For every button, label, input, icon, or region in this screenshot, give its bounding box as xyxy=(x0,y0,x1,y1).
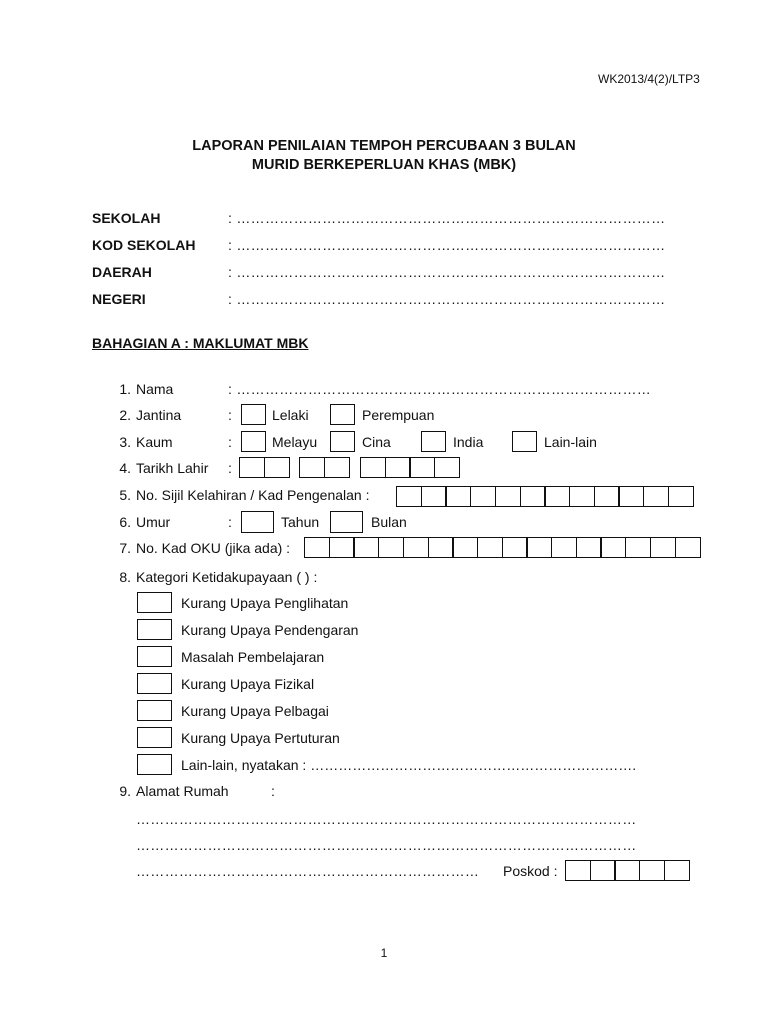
colon: : xyxy=(228,460,232,476)
cina-label: Cina xyxy=(362,434,391,450)
section-a-heading: BAHAGIAN A : MAKLUMAT MBK xyxy=(92,335,309,351)
kad-oku-label: No. Kad OKU (jika ada) : xyxy=(136,540,291,556)
digit-box[interactable] xyxy=(565,860,591,881)
umur-label: Umur xyxy=(136,514,171,530)
digit-box[interactable] xyxy=(434,457,460,478)
colon: : xyxy=(228,514,232,530)
penglihatan-checkbox[interactable] xyxy=(137,592,172,613)
umur-bulan-box[interactable] xyxy=(330,511,363,533)
field-sekolah-blank[interactable]: : ……………………………………………………………………………… xyxy=(228,210,666,226)
digit-box[interactable] xyxy=(495,486,521,507)
item-number: 2. xyxy=(119,407,131,423)
pelbagai-checkbox[interactable] xyxy=(137,700,172,721)
lain-lain-label: Lain-lain xyxy=(544,434,597,450)
item-number: 9. xyxy=(119,783,131,799)
digit-box[interactable] xyxy=(614,860,640,881)
lain-lain-checkbox[interactable] xyxy=(512,431,537,452)
lain-lain-nyatakan-label: Lain-lain, nyatakan : ……………………………………………………………. xyxy=(181,757,637,773)
tahun-label: Tahun xyxy=(281,514,320,530)
jantina-label: Jantina xyxy=(136,407,182,423)
digit-box[interactable] xyxy=(445,486,471,507)
alamat-label: Alamat Rumah xyxy=(136,783,229,799)
document-title-line2: MURID BERKEPERLUAN KHAS (MBK) xyxy=(251,157,517,173)
india-label: India xyxy=(453,434,484,450)
perempuan-label: Perempuan xyxy=(362,407,435,423)
kaum-label: Kaum xyxy=(136,434,173,450)
melayu-checkbox[interactable] xyxy=(241,431,266,452)
digit-box[interactable] xyxy=(421,486,447,507)
fizikal-checkbox[interactable] xyxy=(137,673,172,694)
item-number: 5. xyxy=(119,487,131,503)
field-label-daerah: DAERAH xyxy=(92,264,152,280)
field-kod-sekolah-blank[interactable]: : ……………………………………………………………………………… xyxy=(228,237,666,253)
digit-box[interactable] xyxy=(403,537,429,558)
nama-blank[interactable]: : …………………………………………………………………………… xyxy=(228,381,652,397)
kad-oku-digit-boxes[interactable] xyxy=(304,537,701,558)
india-checkbox[interactable] xyxy=(421,431,446,452)
pertuturan-label: Kurang Upaya Pertuturan xyxy=(181,730,340,746)
tarikh-month-boxes[interactable] xyxy=(299,457,350,478)
digit-box[interactable] xyxy=(239,457,265,478)
lelaki-checkbox[interactable] xyxy=(241,404,266,425)
document-title-line1: LAPORAN PENILAIAN TEMPOH PERCUBAAN 3 BULAN xyxy=(192,138,576,154)
digit-box[interactable] xyxy=(502,537,528,558)
lain-lain-kategori-checkbox[interactable] xyxy=(137,754,172,775)
pendengaran-checkbox[interactable] xyxy=(137,619,172,640)
poskod-label: Poskod : xyxy=(503,863,558,879)
field-label-kod-sekolah: KOD SEKOLAH xyxy=(92,237,196,253)
digit-box[interactable] xyxy=(477,537,503,558)
digit-box[interactable] xyxy=(675,537,701,558)
digit-box[interactable] xyxy=(378,537,404,558)
digit-box[interactable] xyxy=(452,537,478,558)
digit-box[interactable] xyxy=(353,537,379,558)
colon: : xyxy=(271,783,275,799)
digit-box[interactable] xyxy=(520,486,546,507)
digit-box[interactable] xyxy=(650,537,676,558)
digit-box[interactable] xyxy=(264,457,290,478)
digit-box[interactable] xyxy=(590,860,616,881)
digit-box[interactable] xyxy=(618,486,644,507)
digit-box[interactable] xyxy=(428,537,454,558)
item-number: 3. xyxy=(119,434,131,450)
digit-box[interactable] xyxy=(576,537,602,558)
digit-box[interactable] xyxy=(329,537,355,558)
digit-box[interactable] xyxy=(668,486,694,507)
alamat-line-1[interactable]: …………………………………………………………………………………………… xyxy=(136,811,637,827)
fizikal-label: Kurang Upaya Fizikal xyxy=(181,676,315,692)
digit-box[interactable] xyxy=(544,486,570,507)
digit-box[interactable] xyxy=(324,457,350,478)
field-label-sekolah: SEKOLAH xyxy=(92,210,161,226)
digit-box[interactable] xyxy=(569,486,595,507)
digit-box[interactable] xyxy=(664,860,690,881)
nama-label: Nama xyxy=(136,381,174,397)
digit-box[interactable] xyxy=(385,457,411,478)
item-number: 1. xyxy=(119,381,131,397)
tarikh-lahir-label: Tarikh Lahir xyxy=(136,460,209,476)
poskod-digit-boxes[interactable] xyxy=(565,860,690,881)
tarikh-year-boxes[interactable] xyxy=(360,457,460,478)
digit-box[interactable] xyxy=(304,537,330,558)
digit-box[interactable] xyxy=(551,537,577,558)
digit-box[interactable] xyxy=(360,457,386,478)
pembelajaran-checkbox[interactable] xyxy=(137,646,172,667)
sijil-kelahiran-label: No. Sijil Kelahiran / Kad Pengenalan : xyxy=(136,487,370,503)
field-daerah-blank[interactable]: : ……………………………………………………………………………… xyxy=(228,264,666,280)
digit-box[interactable] xyxy=(643,486,669,507)
cina-checkbox[interactable] xyxy=(330,431,355,452)
digit-box[interactable] xyxy=(625,537,651,558)
field-label-negeri: NEGERI xyxy=(92,291,146,307)
pelbagai-label: Kurang Upaya Pelbagai xyxy=(181,703,329,719)
colon: : xyxy=(228,434,232,450)
digit-box[interactable] xyxy=(299,457,325,478)
digit-box[interactable] xyxy=(600,537,626,558)
item-number: 8. xyxy=(119,569,131,585)
penglihatan-label: Kurang Upaya Penglihatan xyxy=(181,595,349,611)
bulan-label: Bulan xyxy=(371,514,407,530)
pertuturan-checkbox[interactable] xyxy=(137,727,172,748)
item-number: 7. xyxy=(119,540,131,556)
digit-box[interactable] xyxy=(594,486,620,507)
page-number: 1 xyxy=(380,946,388,960)
lelaki-label: Lelaki xyxy=(272,407,309,423)
alamat-line-2[interactable]: …………………………………………………………………………………………… xyxy=(136,837,637,853)
pembelajaran-label: Masalah Pembelajaran xyxy=(181,649,325,665)
digit-box[interactable] xyxy=(470,486,496,507)
digit-box[interactable] xyxy=(639,860,665,881)
alamat-line-3[interactable]: ……………………………………………………………… xyxy=(136,863,480,879)
pendengaran-label: Kurang Upaya Pendengaran xyxy=(181,622,359,638)
sijil-digit-boxes[interactable] xyxy=(396,486,694,507)
kategori-label: Kategori Ketidakupayaan ( ) : xyxy=(136,569,318,585)
field-negeri-blank[interactable]: : ……………………………………………………………………………… xyxy=(228,291,666,307)
item-number: 4. xyxy=(119,460,131,476)
item-number: 6. xyxy=(119,514,131,530)
melayu-label: Melayu xyxy=(272,434,318,450)
umur-tahun-box[interactable] xyxy=(241,511,274,533)
digit-box[interactable] xyxy=(396,486,422,507)
tarikh-day-boxes[interactable] xyxy=(239,457,290,478)
perempuan-checkbox[interactable] xyxy=(330,404,355,425)
colon: : xyxy=(228,407,232,423)
digit-box[interactable] xyxy=(526,537,552,558)
document-reference-code: WK2013/4(2)/LTP3 xyxy=(598,72,700,86)
digit-box[interactable] xyxy=(409,457,435,478)
